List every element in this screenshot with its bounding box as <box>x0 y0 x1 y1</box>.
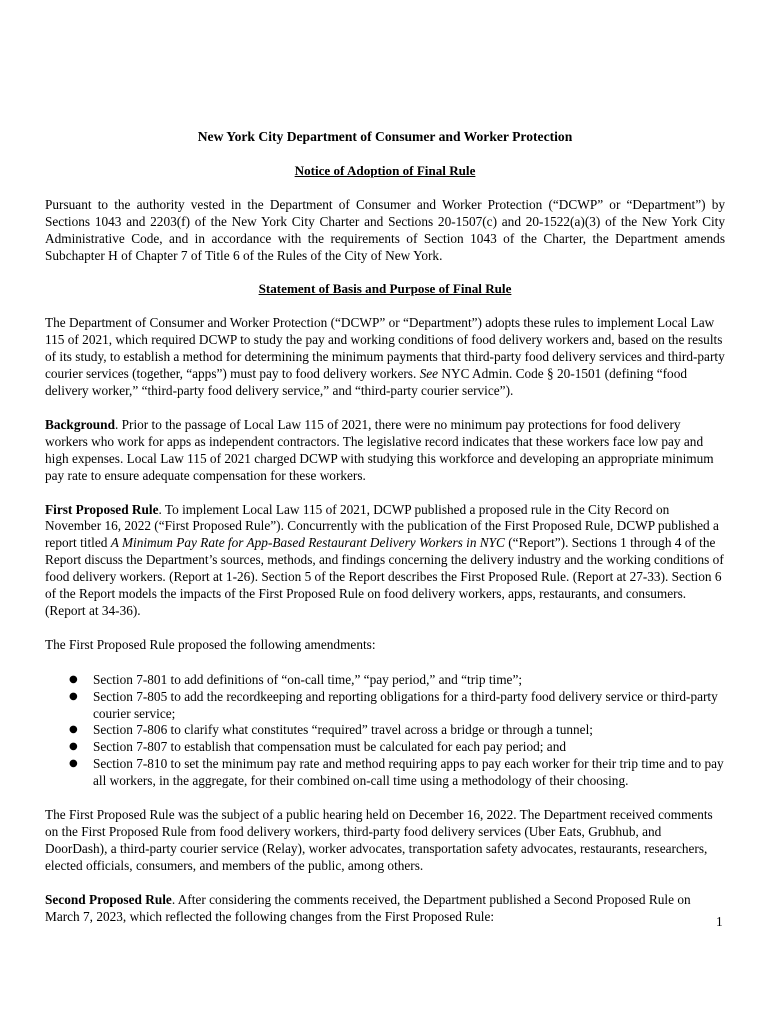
hearing-paragraph: The First Proposed Rule was the subject of a public hearing held on December 16, 2022. The Department received comments on the First Proposed Rule from food delivery workers, third-party food delivery services (Uber Eats, Grubhub, and DoorDash), a third-party courier service (Relay), worker advocates, transportation safety advocates, restaurants, researchers, elected officials, consumers, and members of the public, among others. <box>45 807 713 873</box>
list-item <box>45 722 725 739</box>
list-item <box>45 689 725 723</box>
list-item-text: Section 7-801 to add definitions of “on-call time,” “pay period,” and “trip time”; <box>93 671 523 687</box>
list-item <box>45 672 725 689</box>
list-item <box>45 739 725 756</box>
bullet-icon: ● <box>69 690 78 702</box>
background-text: . Prior to the passage of Local Law 115 of 2021, there were no minimum pay protections for food delivery workers who work for apps as independent contractors. The legislative record indicates that these workers face low pay and high expenses. Local Law 115 of 2021 charged DCWP with studying this workforce and developing an appropriate minimum pay rate to ensure adequate compensation for these workers. <box>45 416 714 483</box>
bullet-icon: ● <box>69 741 78 753</box>
list-item-text: Section 7-805 to add the recordkeeping and reporting obligations for a third-party food delivery service or third-party courier service; <box>93 688 718 721</box>
second-proposed-paragraph <box>45 892 725 926</box>
report-title: A Minimum Pay Rate for App-Based Restaurant Delivery Workers in NYC <box>110 535 505 551</box>
bullet-icon: ● <box>69 758 78 770</box>
purpose-see-text: See <box>419 366 439 382</box>
first-proposed-text-b: (“Report”). Sections 1 through 4 of the Report discuss the Department’s sources, methods, and findings concerning the delivery industry and the working conditions of food delivery workers. (Report at 1-26). Section 5 of the Report describes the First Proposed Rule. (Report at 27-33). Section 6 of the Report models the impacts of the First Proposed Rule on food delivery workers, apps, restaurants, and consumers. (Report at 34-36). <box>45 535 724 618</box>
list-item-text: Section 7-810 to set the minimum pay rate and method requiring apps to pay each worker for their trip time and to pay all workers, in the aggregate, for their combined on-call time using a methodology of their choosing. <box>93 756 724 789</box>
list-item-text: Section 7-807 to establish that compensation must be calculated for each pay period; and <box>93 739 567 755</box>
first-proposed-paragraph <box>45 502 725 620</box>
amendments-intro: The First Proposed Rule proposed the following amendments: <box>45 636 376 652</box>
amendments-list <box>45 672 725 790</box>
document-page <box>45 129 725 926</box>
bullet-icon: ● <box>69 724 78 736</box>
second-proposed-text: . After considering the comments received, the Department published a Second Proposed Rule on March 7, 2023, which reflected the following changes from the First Proposed Rule: <box>45 891 691 924</box>
second-proposed-label: Second Proposed Rule <box>45 891 172 907</box>
first-proposed-label: First Proposed Rule <box>45 501 159 517</box>
purpose-paragraph <box>45 315 725 400</box>
background-paragraph <box>45 417 725 485</box>
first-proposed-text-a: . To implement Local Law 115 of 2021, DCWP published a proposed rule in the City Record on November 16, 2022 (“First Proposed Rule”). Concurrently with the publication of the First Proposed Rule, DCWP published a report titled <box>45 501 719 551</box>
bullet-icon: ● <box>69 673 78 685</box>
page-number: 1 <box>716 914 723 929</box>
statement-heading: Statement of Basis and Purpose of Final Rule <box>258 281 512 297</box>
purpose-main-text: The Department of Consumer and Worker Protection (“DCWP” or “Department”) adopts these rules to implement Local Law 115 of 2021, which required DCWP to study the pay and working conditions of food delivery workers and, based on the results of its study, to establish a method for determining the minimum payments that third-party food delivery services and third-party courier services (together, “apps”) must pay to food delivery workers. <box>45 315 725 382</box>
list-item-text: Section 7-806 to clarify what constitutes “required” travel across a bridge or through a tunnel; <box>93 722 593 738</box>
document-title: New York City Department of Consumer and Worker Protection <box>197 129 573 144</box>
purpose-tail-text: NYC Admin. Code § 20-1501 (defining “food delivery worker,” “third-party food delivery service,” and “third-party courier service”). <box>45 366 687 398</box>
list-item <box>45 756 725 790</box>
notice-heading: Notice of Adoption of Final Rule <box>294 162 476 178</box>
background-label: Background <box>45 416 115 432</box>
intro-paragraph: Pursuant to the authority vested in the Department of Consumer and Worker Protection (“DCWP” or “Department”) by Sections 1043 and 2203(f) of the New York City Charter and Sections 20-1507(c) and 20-1522(a)(3) of the New York City Administrative Code, and in accordance with the requirements of Section 1043 of the Charter, the Department amends Subchapter H of Chapter 7 of Title 6 of the Rules of the City of New York. <box>45 196 725 263</box>
